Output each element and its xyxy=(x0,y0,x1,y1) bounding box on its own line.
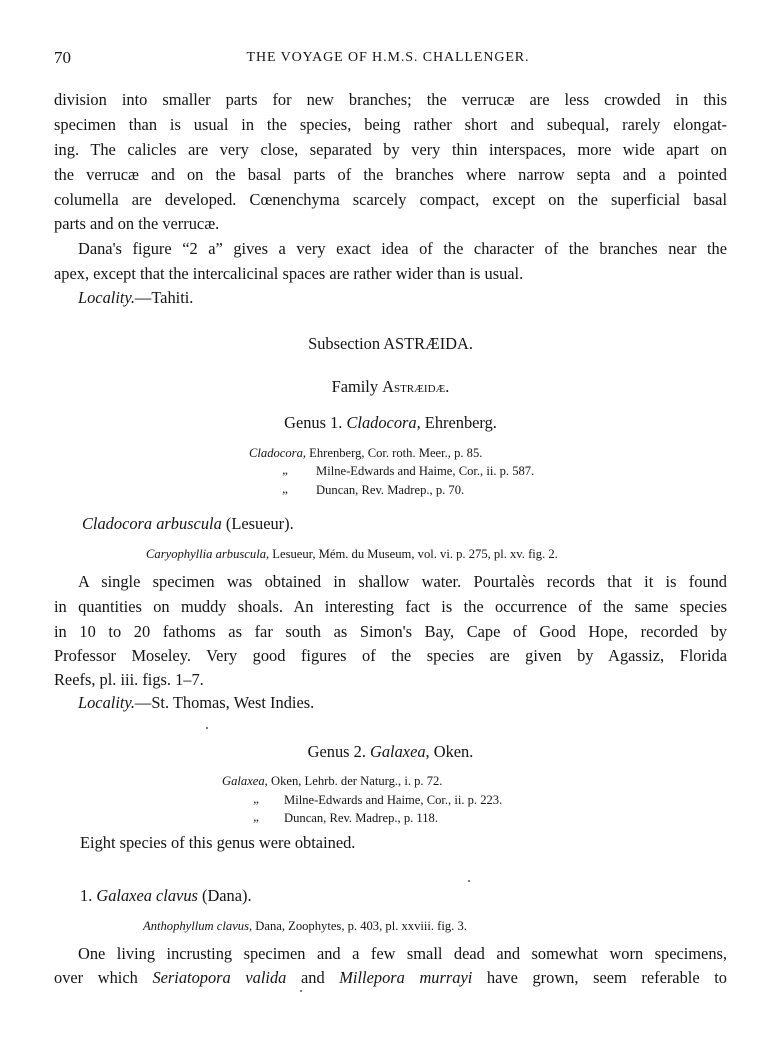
reference-line xyxy=(249,444,482,462)
body-line: division into smaller parts for new branches; the verrucæ are less crowded in this xyxy=(54,90,727,109)
genus-name: Cladocora xyxy=(346,413,417,432)
reference-line: Duncan, Rev. Madrep., p. 70. xyxy=(316,483,465,497)
body-line: One living incrusting specimen and a few small dead and somewhat worn specimens, xyxy=(78,944,727,963)
species-ref: Millepora murrayi xyxy=(339,968,473,987)
ditto-mark: „ xyxy=(282,462,288,477)
body-line-mixed xyxy=(54,967,727,989)
body-line: in quantities on muddy shoals. An interesting fact is the occurrence of the same species xyxy=(54,597,727,616)
body-line: in 10 to 20 fathoms as far south as Simon's Bay, Cape of Good Hope, recorded by xyxy=(54,622,727,641)
ditto-mark: „ xyxy=(282,481,288,496)
print-speck xyxy=(206,727,208,729)
synonym-text: , Dana, Zoophytes, p. 403, pl. xxviii. fig. 3. xyxy=(248,919,467,933)
text-run: and xyxy=(286,968,340,987)
reference-line: Milne-Edwards and Haime, Cor., ii. p. 223. xyxy=(284,793,503,807)
species-number: 1. xyxy=(80,886,97,905)
species-heading xyxy=(80,885,252,907)
body-line: columella are developed. Cœnenchyma scarcely compact, except on the superficial basal xyxy=(54,190,727,209)
synonym-line xyxy=(146,545,558,563)
page-number: 70 xyxy=(54,48,71,67)
locality-label: Locality. xyxy=(78,693,135,712)
genus-name: Galaxea xyxy=(370,742,426,761)
print-speck xyxy=(300,990,302,992)
reference-text: , Oken, Lehrb. der Naturg., i. p. 72. xyxy=(264,774,443,788)
genus-author: , Ehrenberg. xyxy=(416,413,497,432)
print-speck xyxy=(468,880,470,882)
locality-value: —Tahiti. xyxy=(134,288,194,307)
genus-heading xyxy=(54,412,727,434)
reference-line: Milne-Edwards and Haime, Cor., ii. p. 587. xyxy=(316,464,535,478)
genus-heading xyxy=(54,741,727,763)
body-line: ing. The calicles are very close, separated by very thin interspaces, more wide apart on xyxy=(54,140,727,159)
body-line: A single specimen was obtained in shallow water. Pourtalès records that it is found xyxy=(78,572,727,591)
genus-number: Genus 1. xyxy=(284,413,347,432)
reference-line xyxy=(222,772,442,790)
genus-note: Eight species of this genus were obtained. xyxy=(80,833,356,852)
species-name: Galaxea clavus xyxy=(96,886,198,905)
synonym-name: Caryophyllia arbuscula xyxy=(146,547,266,561)
reference-genus: Cladocora xyxy=(249,446,303,460)
genus-author: , Oken. xyxy=(425,742,474,761)
subsection-prefix: Subsection xyxy=(308,334,384,353)
synonym-text: , Lesueur, Mém. du Museum, vol. vi. p. 275, pl. xv. fig. 2. xyxy=(266,547,558,561)
reference-text: , Ehrenberg, Cor. roth. Meer., p. 85. xyxy=(302,446,483,460)
page-header xyxy=(54,48,722,72)
species-ref: Seriatopora valida xyxy=(152,968,287,987)
species-author: (Lesueur). xyxy=(221,514,294,533)
text-run: have grown, seem referable to xyxy=(472,968,727,987)
family-prefix: Family xyxy=(331,377,383,396)
locality-tahiti xyxy=(54,287,727,309)
synonym-name: Anthophyllum clavus xyxy=(143,919,249,933)
body-line: Professor Moseley. Very good figures of the species are given by Agassiz, Florida xyxy=(54,646,727,665)
family-name: Astræidæ. xyxy=(382,377,450,396)
locality-label: Locality. xyxy=(78,288,135,307)
text-run: over which xyxy=(54,968,153,987)
body-line: the verrucæ and on the basal parts of the branches where narrow septa and a pointed xyxy=(54,165,727,184)
subsection-name: ASTRÆIDA. xyxy=(383,334,473,353)
species-name: Cladocora arbuscula xyxy=(82,514,222,533)
body-line: Dana's figure “2 a” gives a very exact idea of the character of the branches near the xyxy=(78,239,727,258)
species-heading xyxy=(82,513,294,535)
locality-value: —St. Thomas, West Indies. xyxy=(134,693,315,712)
species-author: (Dana). xyxy=(197,886,252,905)
genus-number: Genus 2. xyxy=(307,742,371,761)
reference-line: Duncan, Rev. Madrep., p. 118. xyxy=(284,811,439,825)
synonym-line xyxy=(143,917,467,935)
body-line: specimen than is usual in the species, being rather short and subequal, rarely elongat- xyxy=(54,115,727,134)
subsection-heading xyxy=(54,333,727,355)
running-title: THE VOYAGE OF H.M.S. CHALLENGER. xyxy=(246,50,530,65)
ditto-mark: „ xyxy=(253,809,259,824)
family-heading xyxy=(54,376,727,398)
body-line: parts and on the verrucæ. xyxy=(54,214,220,233)
body-line: apex, except that the intercalicinal spaces are rather wider than is usual. xyxy=(54,264,524,283)
reference-genus: Galaxea xyxy=(222,774,265,788)
body-line: Reefs, pl. iii. figs. 1–7. xyxy=(54,670,204,689)
ditto-mark: „ xyxy=(253,791,259,806)
locality-st-thomas xyxy=(54,692,727,714)
